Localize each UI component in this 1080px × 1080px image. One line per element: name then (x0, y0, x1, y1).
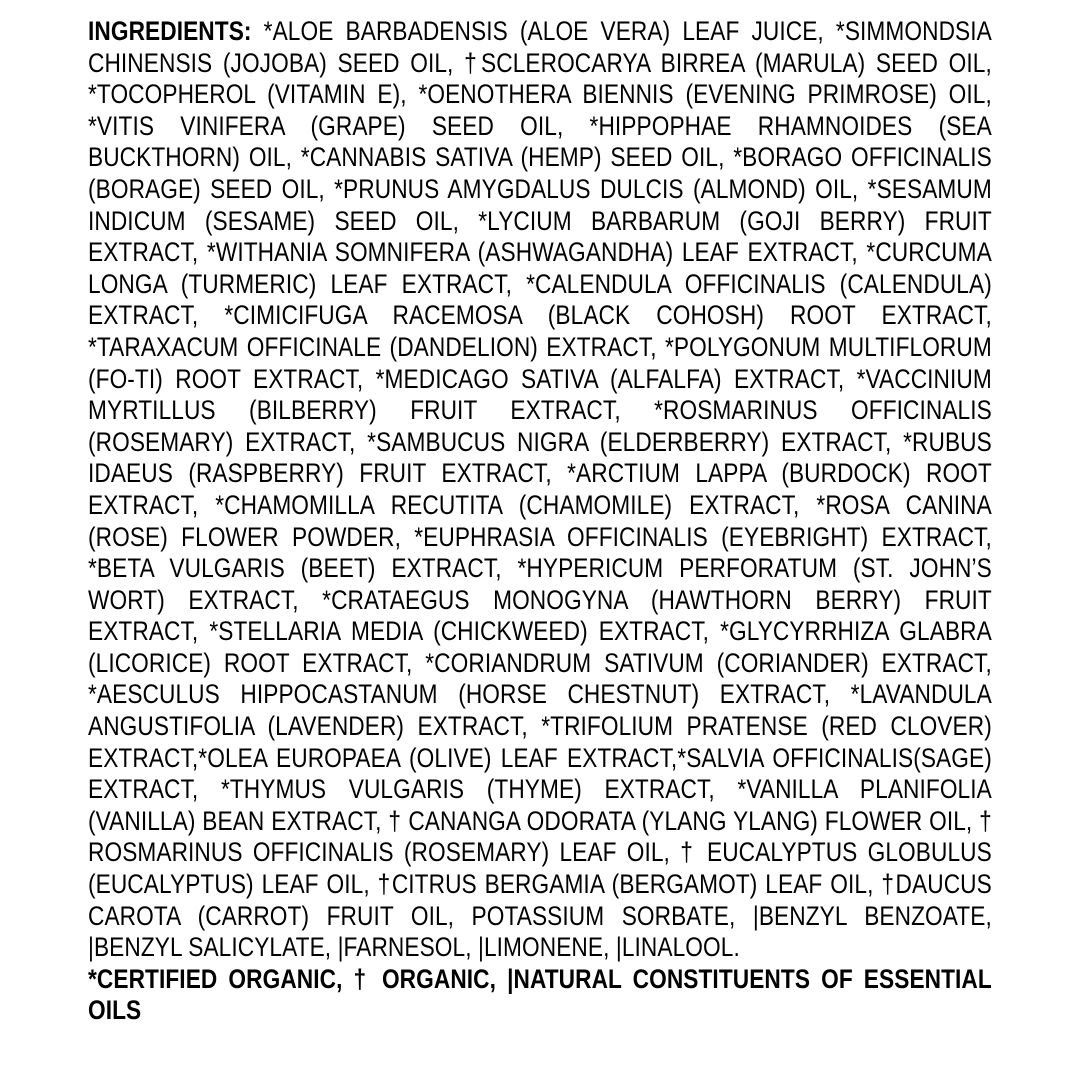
ingredients-paragraph (88, 16, 992, 964)
ingredients-heading: INGREDIENTS: (88, 16, 252, 46)
ingredients-list-text: *ALOE BARBADENSIS (ALOE VERA) LEAF JUICE, *SIMMONDSIA CHINENSIS (JOJOBA) SEED OIL, †SCLEROCARYA BIRREA (MARULA) SEED OIL, *TOCOPHEROL (VITAMIN E), *OENOTHERA BIENNIS (EVENING PRIMROSE) OIL, *VITIS VINIFERA (GRAPE) SEED OIL, *HIPPOPHAE RHAMNOIDES (SEA BUCKTHORN) OIL, *CANNABIS SATIVA (HEMP) SEED OIL, *BORAGO OFFICINALIS (BORAGE) SEED OIL, *PRUNUS AMYGDALUS DULCIS (ALMOND) OIL, *SESAMUM INDICUM (SESAME) SEED OIL, *LYCIUM BARBARUM (GOJI BERRY) FRUIT EXTRACT, *WITHANIA SOMNIFERA (ASHWAGANDHA) LEAF EXTRACT, *CURCUMA LONGA (TURMERIC) LEAF EXTRACT, *CALENDULA OFFICINALIS (CALENDULA) EXTRACT, *CIMICIFUGA RACEMOSA (BLACK COHOSH) ROOT EXTRACT, *TARAXACUM OFFICINALE (DANDELION) EXTRACT, *POLYGONUM MULTIFLORUM (FO-TI) ROOT EXTRACT, *MEDICAGO SATIVA (ALFALFA) EXTRACT, *VACCINIUM MYRTILLUS (BILBERRY) FRUIT EXTRACT, *ROSMARINUS OFFICINALIS (ROSEMARY) EXTRACT, *SAMBUCUS NIGRA (ELDERBERRY) EXTRACT, *RUBUS IDAEUS (RASPBERRY) FRUIT EXTRACT, *ARCTIUM LAPPA (BURDOCK) ROOT EXTRACT, *CHAMOMILLA RECUTITA (CHAMOMILE) EXTRACT, *ROSA CANINA (ROSE) FLOWER POWDER, *EUPHRASIA OFFICINALIS (EYEBRIGHT) EXTRACT, *BETA VULGARIS (BEET) EXTRACT, *HYPERICUM PERFORATUM (ST. JOHN’S WORT) EXTRACT, *CRATAEGUS MONOGYNA (HAWTHORN BERRY) FRUIT EXTRACT, *STELLARIA MEDIA (CHICKWEED) EXTRACT, *GLYCYRRHIZA GLABRA (LICORICE) ROOT EXTRACT, *CORIANDRUM SATIVUM (CORIANDER) EXTRACT, *AESCULUS HIPPOCASTANUM (HORSE CHESTNUT) EXTRACT, *LAVANDULA ANGUSTIFOLIA (LAVENDER) EXTRACT, *TRIFOLIUM PRATENSE (RED CLOVER) EXTRACT,*OLEA EUROPAEA (OLIVE) LEAF EXTRACT,*SALVIA OFFICINALIS(SAGE) EXTRACT, *THYMUS VULGARIS (THYME) EXTRACT, *VANILLA PLANIFOLIA (VANILLA) BEAN EXTRACT, † CANANGA ODORATA (YLANG YLANG) FLOWER OIL, † ROSMARINUS OFFICINALIS (ROSEMARY) LEAF OIL, † EUCALYPTUS GLOBULUS (EUCALYPTUS) LEAF OIL, †CITRUS BERGAMIA (BERGAMOT) LEAF OIL, †DAUCUS CAROTA (CARROT) FRUIT OIL, POTASSIUM SORBATE, |BENZYL BENZOATE, |BENZYL SALICYLATE, |FARNESOL, |LIMONENE, |LINALOOL. (88, 16, 992, 963)
symbols-legend: *CERTIFIED ORGANIC, † ORGANIC, |NATURAL CONSTITUENTS OF ESSENTIAL OILS (88, 963, 992, 1026)
text-block (88, 16, 992, 1027)
